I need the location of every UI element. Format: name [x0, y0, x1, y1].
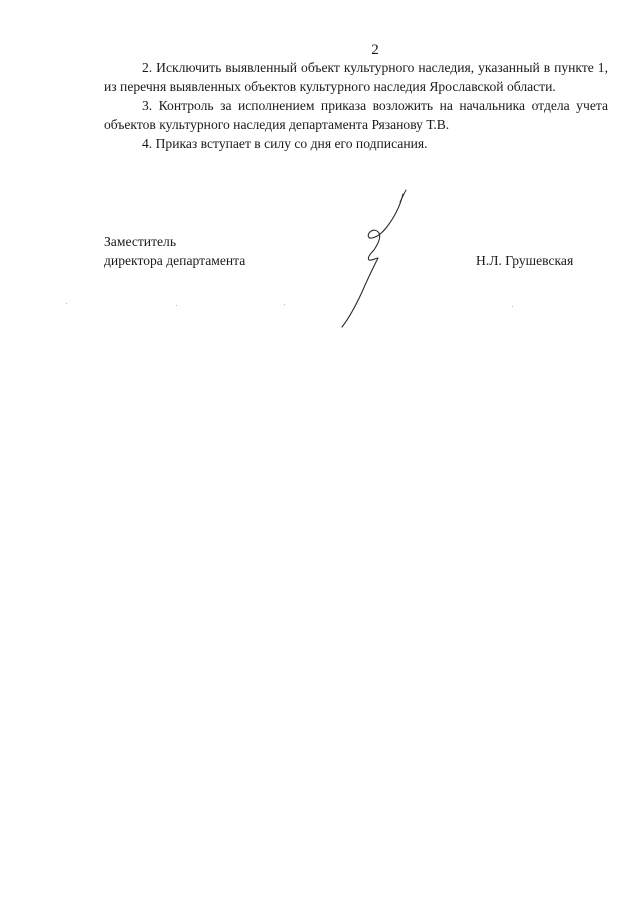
signatory-title [104, 232, 245, 270]
document-body [104, 58, 608, 153]
paragraph-control-assignment: 3. Контроль за исполнением приказа возложить на начальника отдела учета объектов культурного наследия департамента Рязанову Т.В. [104, 98, 608, 132]
handwritten-signature [330, 188, 420, 330]
scan-speck [512, 306, 513, 307]
page-number: 2 [371, 42, 379, 58]
signatory-title-line2: директора департамента [104, 253, 246, 268]
paragraph-effective-date: 4. Приказ вступает в силу со дня его подписания. [142, 136, 428, 151]
scan-speck [284, 304, 285, 305]
scan-speck [176, 305, 177, 306]
paragraph-exclude-object: 2. Исключить выявленный объект культурного наследия, указанный в пункте 1, из перечня выявленных объектов культурного наследия Ярославской области. [104, 60, 608, 94]
signatory-name: Н.Л. Грушевская [476, 253, 574, 268]
scan-speck [66, 303, 67, 304]
signatory-title-line1: Заместитель [104, 234, 177, 249]
